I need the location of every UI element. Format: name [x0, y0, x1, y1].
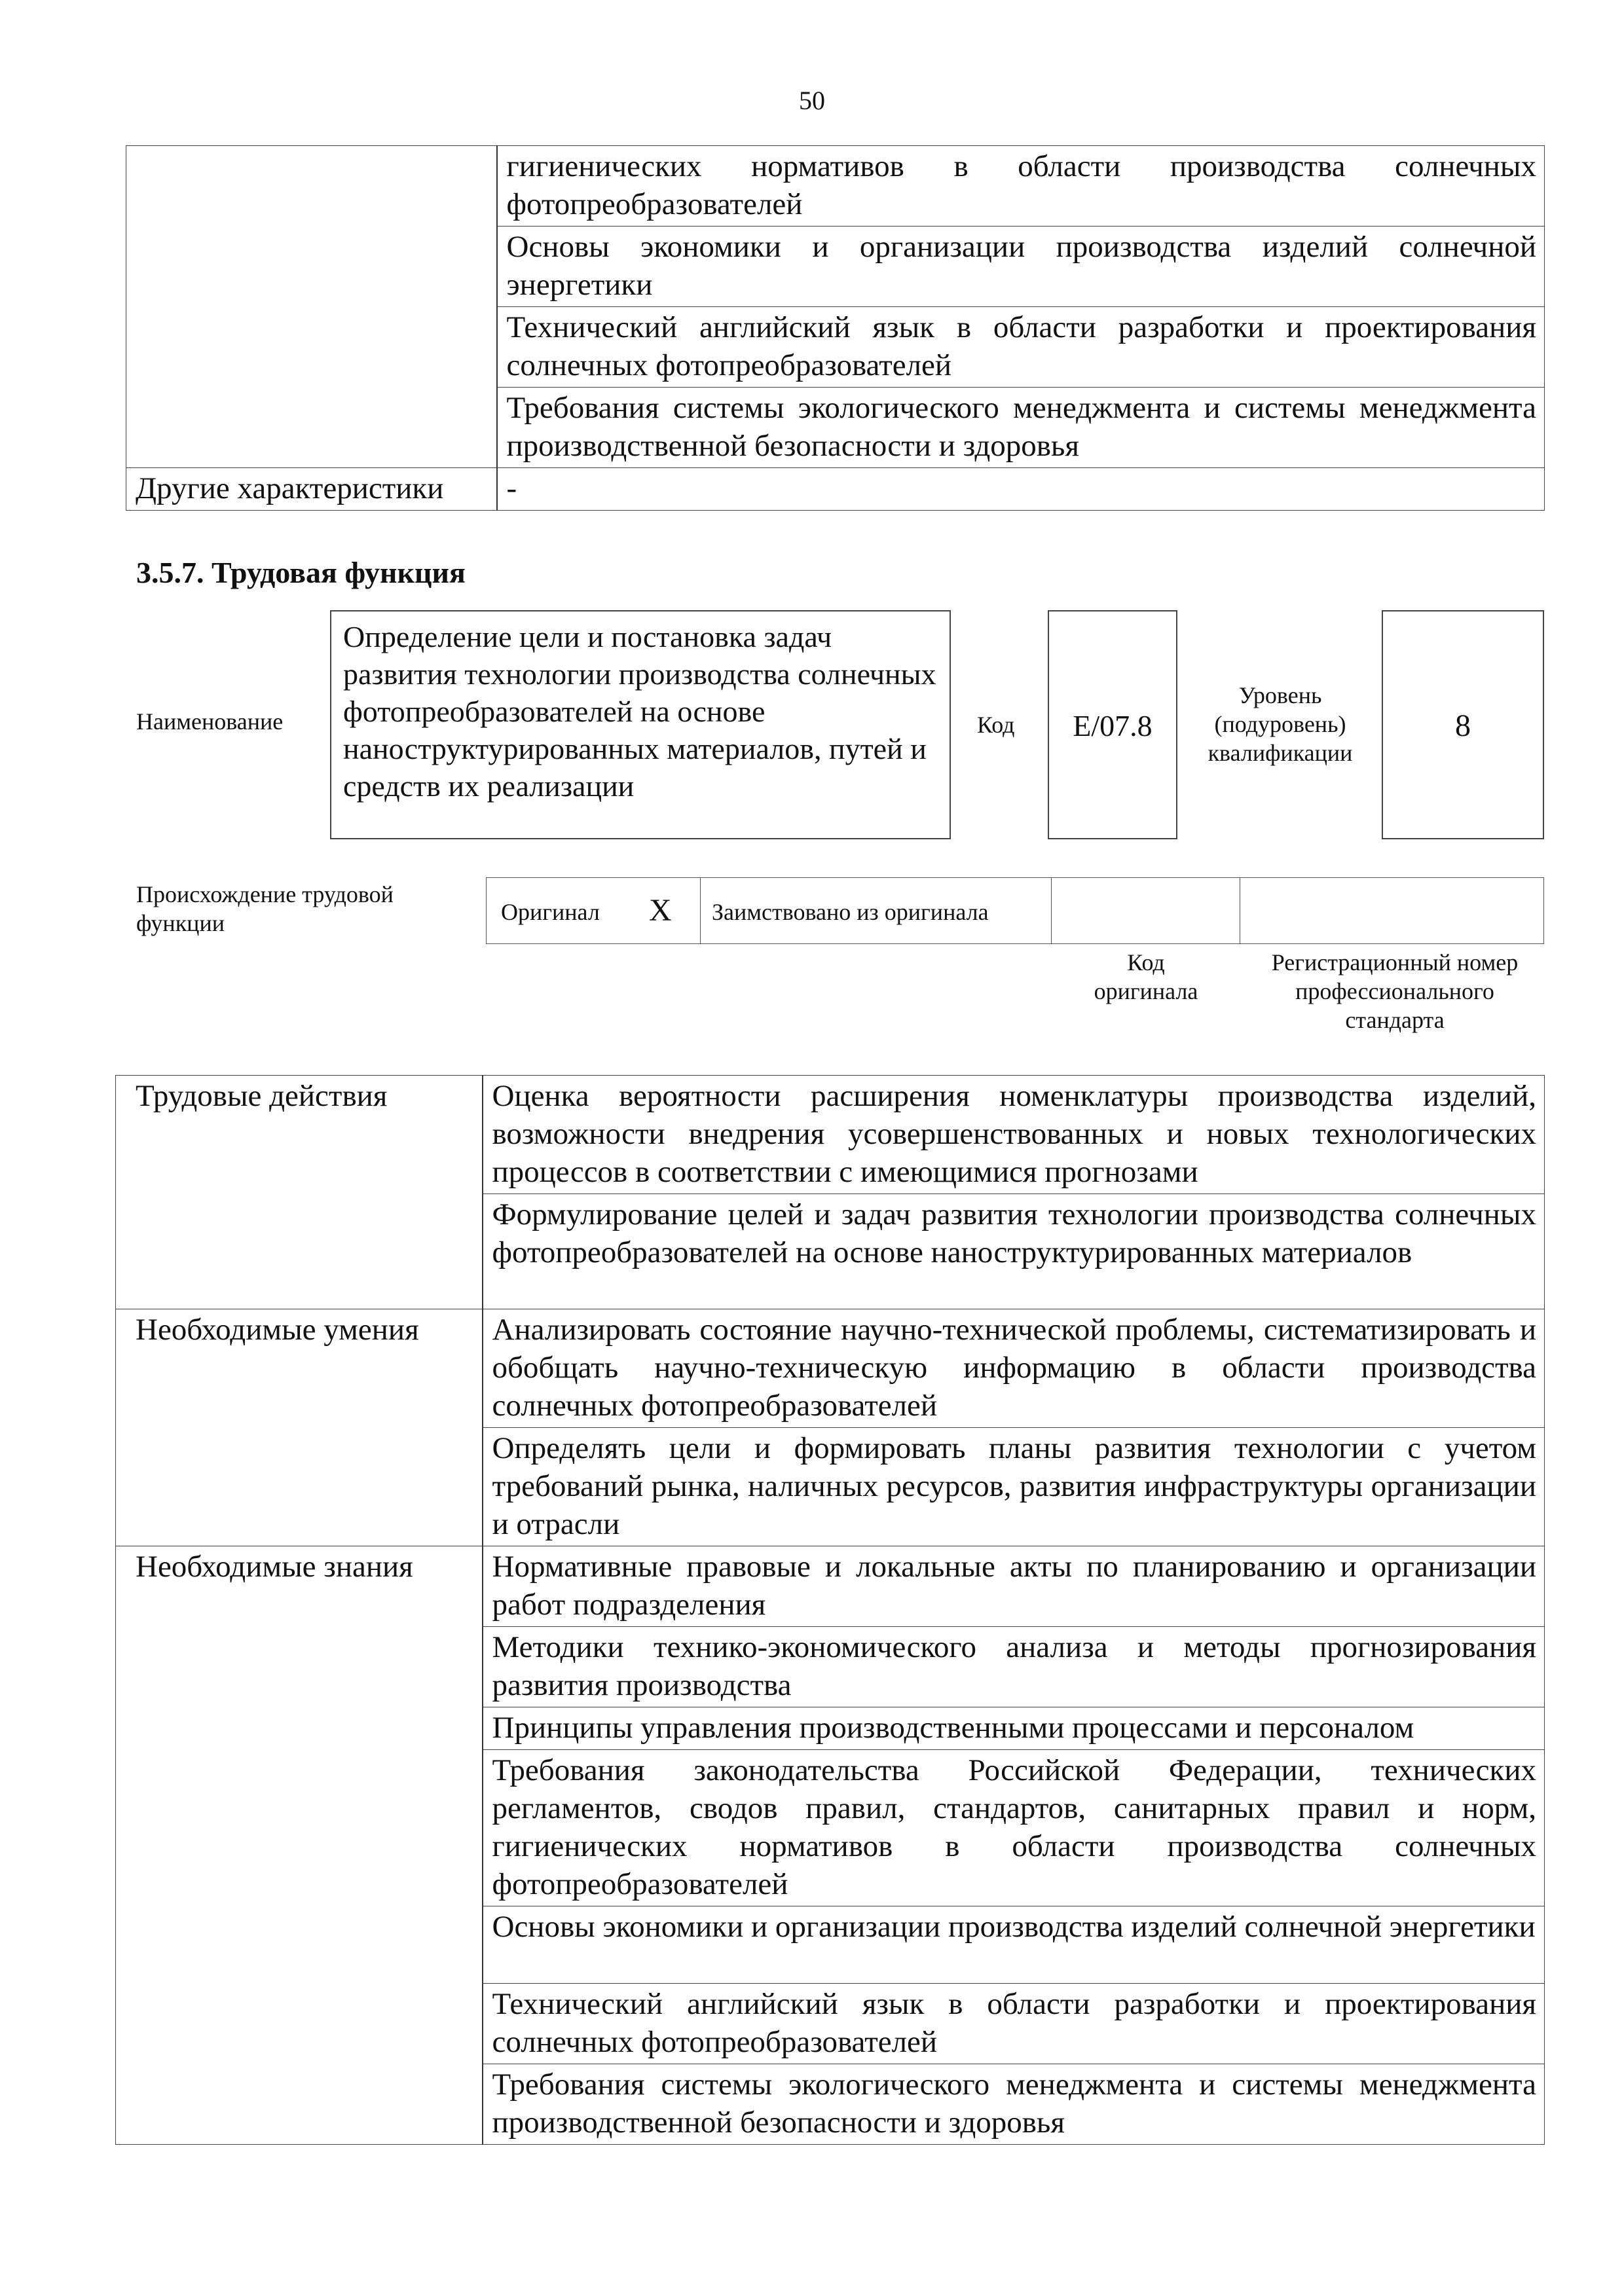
level-value: 8 — [1455, 708, 1471, 743]
knowledge-item: Требования системы экологического менеджмента и системы менеджмента производственной безопасности и здоровья — [497, 388, 1545, 468]
skills-label: Необходимые умения — [116, 1309, 483, 1546]
original-label: Оригинал — [501, 899, 600, 925]
other-characteristics-label: Другие характеристики — [126, 468, 497, 511]
knowledge-item: Нормативные правовые и локальные акты по планированию и организации работ подразделения — [483, 1546, 1545, 1627]
labor-function-table — [115, 1075, 1545, 2145]
code-caption: Код оригинала — [1094, 949, 1198, 1004]
knowledge-label-cell — [126, 146, 497, 468]
knowledge-label: Необходимые знания — [116, 1546, 483, 2145]
function-name-box — [330, 610, 951, 839]
code-label: Код — [977, 712, 1015, 738]
borrowed-label: Заимствовано из оригинала — [712, 899, 989, 925]
knowledge-item: Методики технико-экономического анализа и методы прогнозирования развития производства — [483, 1627, 1545, 1707]
skill-item: Анализировать состояние научно-технической проблемы, систематизировать и обобщать научно-техническую информацию в области производства солнечных фотопреобразователей — [483, 1309, 1545, 1428]
knowledge-continuation-table — [126, 145, 1545, 511]
level-box — [1382, 610, 1544, 839]
knowledge-item: Технический английский язык в области разработки и проектирования солнечных фотопреобразователей — [483, 1984, 1545, 2064]
level-label: Уровень (подуровень) квалификации — [1208, 682, 1353, 766]
other-characteristics-value: - — [497, 468, 1545, 511]
page-number: 50 — [799, 86, 825, 115]
knowledge-item: Требования законодательства Российской Федерации, технических регламентов, сводов правил, стандартов, санитарных правил и норм, гигиенических нормативов в области производства солнечных фотопреобразователей — [483, 1750, 1545, 1906]
action-item: Оценка вероятности расширения номенклатуры производства изделий, возможности внедрения усовершенствованных и новых технологических процессов в соответствии с имеющимися прогнозами — [483, 1076, 1545, 1194]
section-heading: 3.5.7. Трудовая функция — [136, 556, 466, 589]
action-item: Формулирование целей и задач развития технологии производства солнечных фотопреобразователей на основе наноструктурированных материалов — [483, 1194, 1545, 1309]
knowledge-item: Технический английский язык в области разработки и проектирования солнечных фотопреобразователей — [497, 307, 1545, 388]
knowledge-item: Основы экономики и организации производства изделий солнечной энергетики — [497, 227, 1545, 307]
actions-label: Трудовые действия — [116, 1076, 483, 1309]
knowledge-item: Принципы управления производственными процессами и персоналом — [483, 1707, 1545, 1750]
function-name: Определение цели и постановка задач развития технологии производства солнечных фотопреобразователей на основе наноструктурированных материалов, путей и средств их реализации — [343, 620, 936, 803]
knowledge-item: Требования системы экологического менеджмента и системы менеджмента производственной безопасности и здоровья — [483, 2064, 1545, 2145]
origin-label: Происхождение трудовой функции — [136, 881, 394, 936]
original-mark: X — [649, 893, 672, 928]
knowledge-item: Основы экономики и организации производства изделий солнечной энергетики — [483, 1906, 1545, 1984]
name-label: Наименование — [136, 708, 284, 735]
origin-table — [486, 877, 1544, 944]
code-value: E/07.8 — [1073, 709, 1153, 742]
reg-number-caption: Регистрационный номер профессионального стандарта — [1271, 949, 1519, 1033]
code-box — [1048, 610, 1177, 839]
skill-item: Определять цели и формировать планы развития технологии с учетом требований рынка, наличных ресурсов, развития инфраструктуры организации и отрасли — [483, 1428, 1545, 1546]
knowledge-item: гигиенических нормативов в области производства солнечных фотопреобразователей — [497, 146, 1545, 227]
